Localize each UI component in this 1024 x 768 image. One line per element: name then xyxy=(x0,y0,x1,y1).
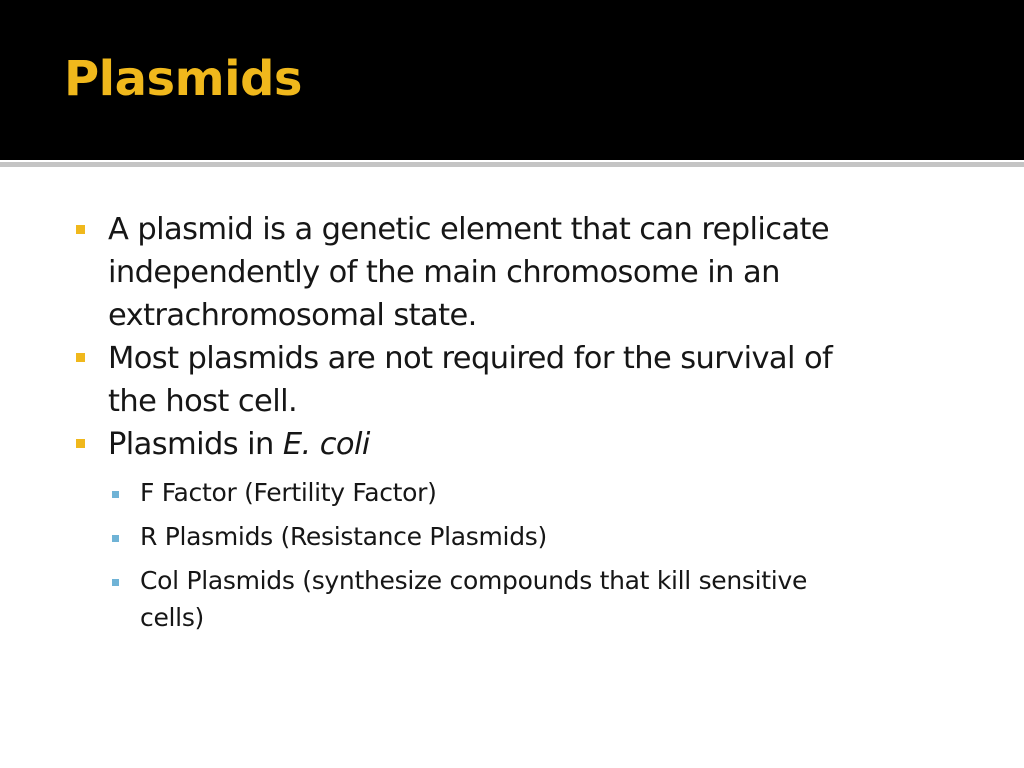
bullet-marker-2 xyxy=(76,353,85,362)
sub-bullet-marker-3 xyxy=(112,579,119,586)
bullet-2-line-1: Most plasmids are not required for the survival of xyxy=(108,341,833,376)
sub-bullet-1-line-1: F Factor (Fertility Factor) xyxy=(140,478,437,507)
bullet-item-1 xyxy=(108,208,968,337)
sub-bullet-item-3 xyxy=(140,562,980,636)
sub-bullet-marker-1 xyxy=(112,491,119,498)
bullet-3-italic: E. coli xyxy=(282,427,370,462)
bullet-3-text: Plasmids in xyxy=(108,427,283,462)
bullet-marker-1 xyxy=(76,225,85,234)
bullet-marker-3 xyxy=(76,439,85,448)
bullet-item-2 xyxy=(108,337,968,423)
sub-bullet-2-line-1: R Plasmids (Resistance Plasmids) xyxy=(140,522,547,551)
bullet-1-line-1: A plasmid is a genetic element that can replicate xyxy=(108,212,830,247)
sub-bullet-item-1 xyxy=(140,474,980,511)
bullet-item-3 xyxy=(108,423,968,466)
sub-bullet-3-line-2: cells) xyxy=(140,603,204,632)
sub-bullet-marker-2 xyxy=(112,535,119,542)
bullet-1-line-3: extrachromosomal state. xyxy=(108,298,477,333)
bullet-2-line-2: the host cell. xyxy=(108,384,298,419)
bullet-3-line-1 xyxy=(108,423,968,466)
slide-title: Plasmids xyxy=(64,51,302,107)
bullet-1-line-2: independently of the main chromosome in an xyxy=(108,255,780,290)
sub-bullet-3-line-1: Col Plasmids (synthesize compounds that kill sensitive xyxy=(140,566,808,595)
sub-bullet-item-2 xyxy=(140,518,980,555)
